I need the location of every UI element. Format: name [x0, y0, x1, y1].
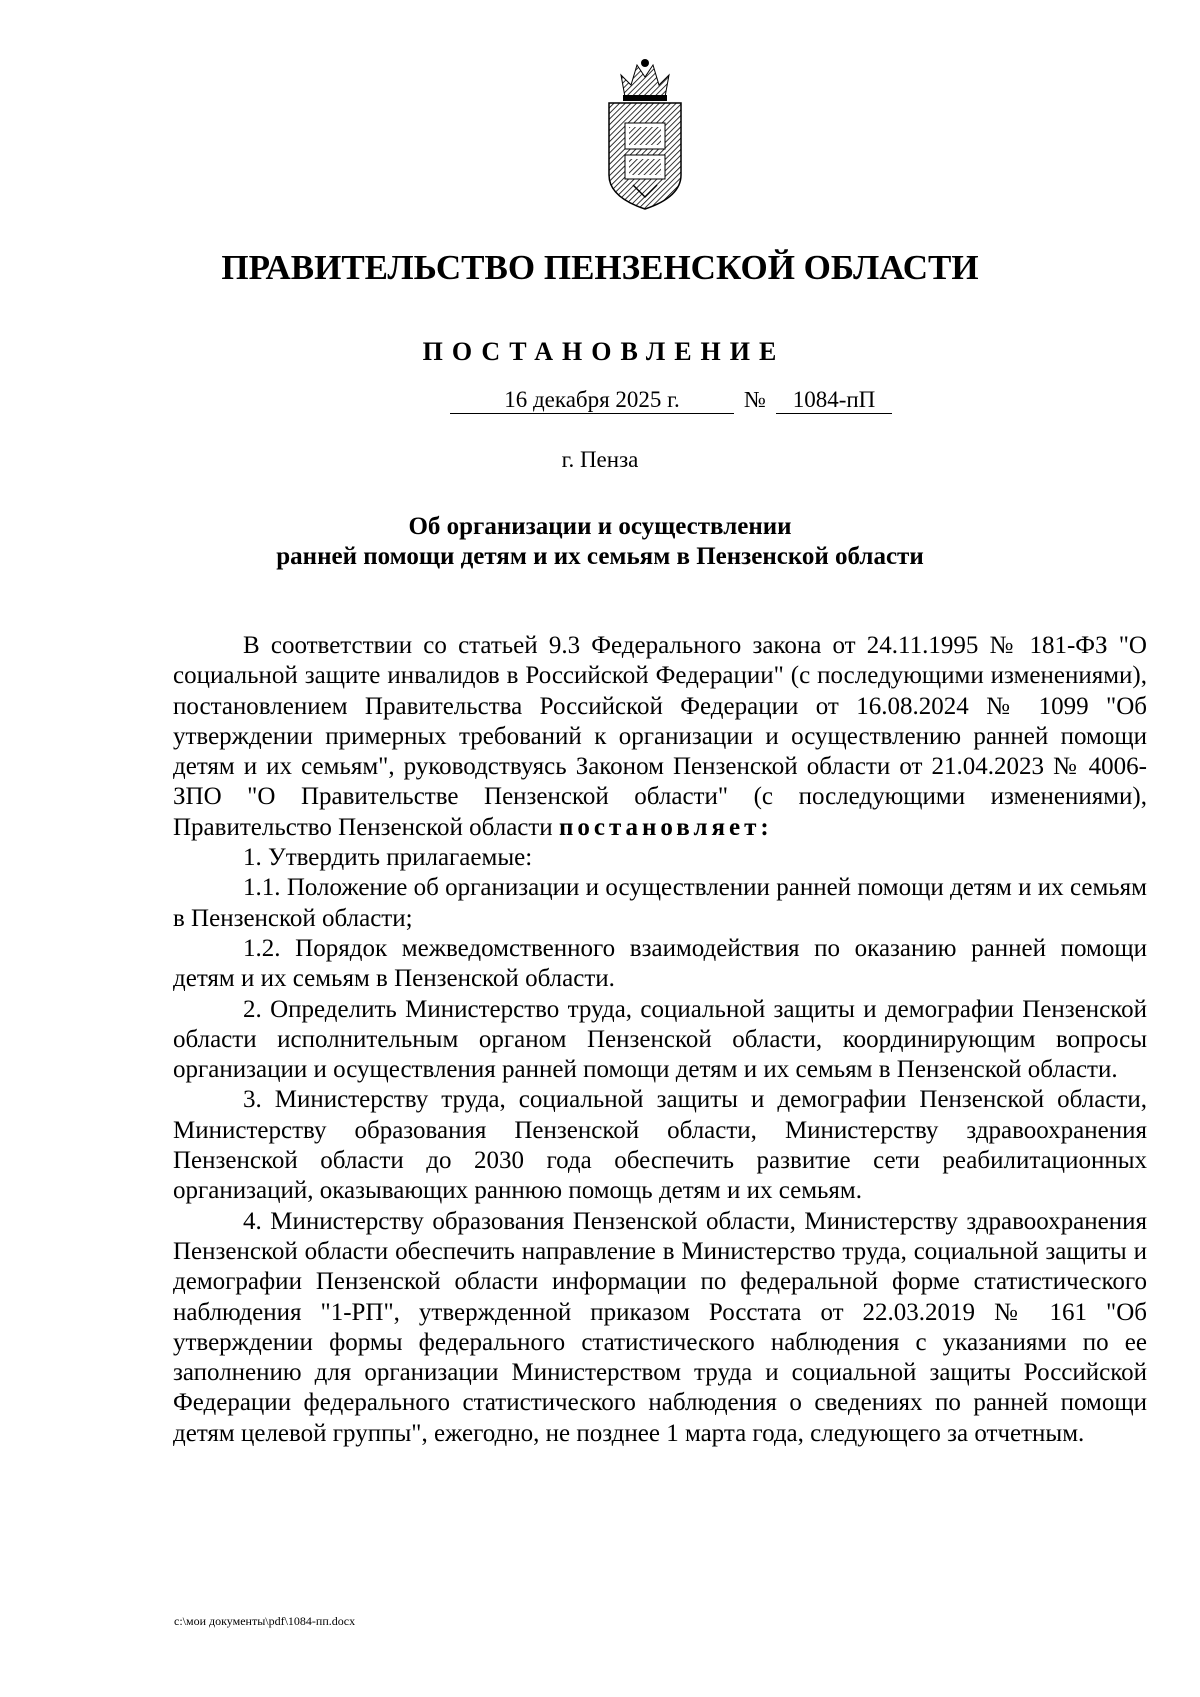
government-title: ПРАВИТЕЛЬСТВО ПЕНЗЕНСКОЙ ОБЛАСТИ	[221, 248, 979, 287]
paragraph-2: 2. Определить Министерство труда, социальной защиты и демографии Пензенской области исполнительным органом Пензенской области, координирующим вопросы организации и осуществления ранней помощи детям и их семьям в Пензенской области.	[173, 995, 1147, 1084]
coat-of-arms-emblem-icon	[603, 57, 687, 211]
number-underline	[776, 413, 892, 414]
intro-text: В соответствии со статьей 9.3 Федерального закона от 24.11.1995 № 181-ФЗ "О социальной защите инвалидов в Российской Федерации" (с последующими изменениями), постановлением Правительства Российской Федерации от 16.08.2024 № 1099 "Об утверждении примерных требований к организации и осуществлению ранней помощи детям и их семьям", руководствуясь Законом Пензенской области от 21.04.2023 № 4006-ЗПО "О Правительстве Пензенской области" (с последующими изменениями), Правительство Пензенской области	[173, 632, 1147, 841]
paragraph-3: 3. Министерству труда, социальной защиты и демографии Пензенской области, Министерству образования Пензенской области, Министерству здравоохранения Пензенской области до 2030 года обеспечить развитие сети реабилитационных организаций, оказывающих раннюю помощь детям и их семьям.	[173, 1086, 1147, 1205]
document-type: ПОСТАНОВЛЕНИЕ	[422, 337, 786, 366]
date-underline	[450, 413, 734, 414]
intro-paragraph	[173, 631, 1147, 843]
document-subject	[0, 512, 1200, 572]
document-date: 16 декабря 2025 г.	[504, 387, 680, 412]
resolves-word: постановляет:	[558, 813, 773, 841]
paragraph-1-1: 1.1. Положение об организации и осуществлении ранней помощи детям и их семьям в Пензенской области;	[173, 874, 1147, 932]
document-number: 1084-пП	[792, 387, 876, 412]
number-sign: №	[744, 387, 766, 412]
paragraph-1: 1. Утвердить прилагаемые:	[243, 844, 533, 872]
paragraph-1-2: 1.2. Порядок межведомственного взаимодействия по оказанию ранней помощи детям и их семьям в Пензенской области.	[173, 934, 1147, 993]
footer-file-path: c:\мои документы\pdf\1084-пп.docx	[174, 1614, 356, 1628]
subject-line-1: Об организации и осуществлении	[408, 513, 792, 540]
document-city: г. Пенза	[561, 447, 639, 472]
subject-line-2: ранней помощи детям и их семьям в Пензенской области	[276, 543, 924, 570]
paragraph-4: 4. Министерству образования Пензенской области, Министерству здравоохранения Пензенской области обеспечить направление в Министерство труда, социальной защиты и демографии Пензенской области информации по федеральной форме статистического наблюдения "1-РП", утвержденной приказом Росстата от 22.03.2019 № 161 "Об утверждении формы федерального статистического наблюдения с указаниями по ее заполнению для организации Министерством труда и социальной защиты Российской Федерации федерального статистического наблюдения о сведениях по ранней помощи детям целевой группы", ежегодно, не позднее 1 марта года, следующего за отчетным.	[173, 1207, 1147, 1447]
document-body	[173, 631, 1147, 1449]
